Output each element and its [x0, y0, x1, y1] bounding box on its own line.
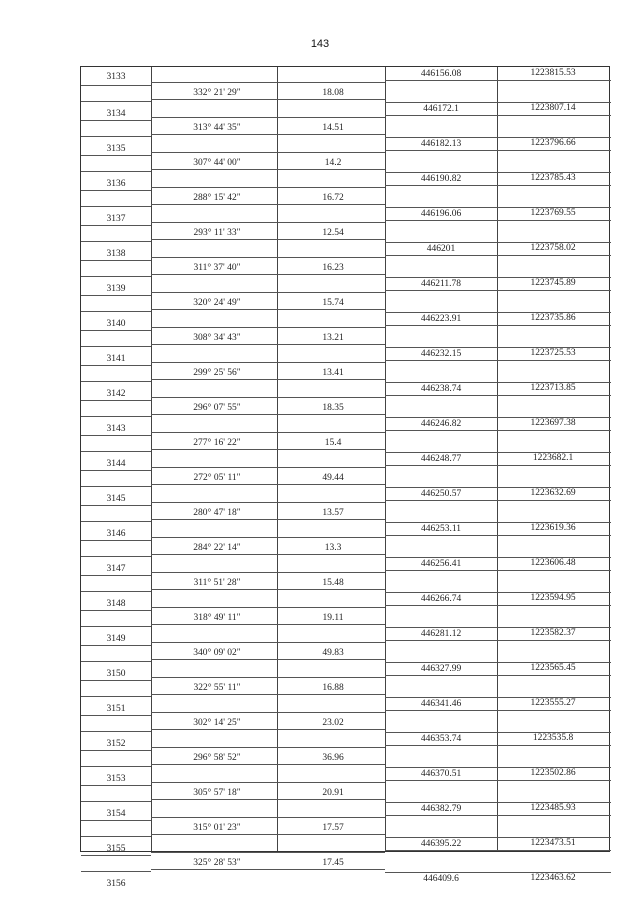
bearing-cell: 318° 49' 11": [193, 613, 241, 623]
distance-cell: 16.23: [322, 263, 344, 273]
coordinate-y-cell: 1223735.86: [530, 313, 576, 323]
row-divider: [385, 662, 611, 663]
row-divider: [385, 535, 611, 536]
row-divider: [151, 187, 385, 188]
bearing-cell: 296° 07' 55": [193, 403, 241, 413]
row-divider: [81, 626, 151, 627]
coordinate-y-cell: 1223485.93: [530, 803, 576, 813]
row-divider: [81, 365, 151, 366]
row-divider: [81, 540, 151, 541]
bearing-cell: 272° 05' 11": [193, 473, 241, 483]
row-divider: [81, 171, 151, 172]
row-divider: [151, 134, 385, 135]
coordinate-x-cell: 446382.79: [420, 804, 462, 814]
row-divider: [385, 675, 611, 676]
row-divider: [151, 467, 385, 468]
distance-cell: 23.02: [322, 718, 344, 728]
row-divider: [385, 697, 611, 698]
row-divider: [81, 610, 151, 611]
row-divider: [385, 780, 611, 781]
row-divider: [151, 222, 385, 223]
distance-cell: 16.88: [322, 683, 344, 693]
row-divider: [385, 277, 611, 278]
row-divider: [81, 715, 151, 716]
point-id-cell: 3143: [106, 424, 126, 434]
distance-cell: 17.45: [322, 858, 344, 868]
distance-cell: 15.74: [322, 298, 344, 308]
row-divider: [81, 276, 151, 277]
point-id-cell: 3149: [106, 634, 126, 644]
coordinate-x-cell: 446223.91: [420, 314, 462, 324]
distance-cell: 13.3: [324, 543, 342, 553]
row-divider: [385, 452, 611, 453]
coordinate-x-cell: 446172.1: [423, 104, 459, 114]
row-divider: [385, 137, 611, 138]
coordinate-x-cell: 446211.78: [420, 279, 462, 289]
column-divider: [277, 67, 278, 851]
row-divider: [385, 417, 611, 418]
row-divider: [81, 85, 151, 86]
coordinate-y-cell: 1223555.27: [530, 698, 576, 708]
row-divider: [81, 435, 151, 436]
point-id-cell: 3148: [106, 599, 126, 609]
row-divider: [385, 115, 611, 116]
distance-cell: 15.48: [322, 578, 344, 588]
row-divider: [151, 554, 385, 555]
bearing-cell: 311° 37' 40": [193, 263, 241, 273]
row-divider: [385, 312, 611, 313]
distance-cell: 14.2: [324, 158, 342, 168]
row-divider: [151, 764, 385, 765]
row-divider: [151, 677, 385, 678]
bearing-cell: 293° 11' 33": [193, 228, 241, 238]
row-divider: [151, 782, 385, 783]
row-divider: [385, 102, 611, 103]
row-divider: [81, 451, 151, 452]
bearing-cell: 308° 34' 43": [193, 333, 241, 343]
distance-cell: 14.51: [322, 123, 344, 133]
row-divider: [81, 855, 151, 856]
distance-cell: 36.96: [322, 753, 344, 763]
point-id-cell: 3154: [106, 809, 126, 819]
row-divider: [151, 397, 385, 398]
bearing-cell: 325° 28' 53": [193, 858, 241, 868]
row-divider: [385, 325, 611, 326]
row-divider: [385, 627, 611, 628]
row-divider: [151, 274, 385, 275]
row-divider: [151, 712, 385, 713]
coordinate-y-cell: 1223682.1: [532, 453, 574, 463]
coordinate-x-cell: 446232.15: [420, 349, 462, 359]
distance-cell: 16.72: [322, 193, 344, 203]
row-divider: [151, 659, 385, 660]
bearing-cell: 322° 55' 11": [193, 683, 241, 693]
coordinate-x-cell: 446156.08: [420, 69, 462, 79]
bearing-cell: 284° 22' 14": [193, 543, 241, 553]
row-divider: [385, 872, 611, 873]
row-divider: [385, 522, 611, 523]
coordinate-y-cell: 1223758.02: [530, 243, 576, 253]
row-divider: [151, 589, 385, 590]
row-divider: [81, 225, 151, 226]
coordinate-y-cell: 1223502.86: [530, 768, 576, 778]
row-divider: [151, 624, 385, 625]
row-divider: [151, 362, 385, 363]
coordinate-x-cell: 446248.77: [420, 454, 462, 464]
point-id-cell: 3156: [106, 879, 126, 889]
row-divider: [81, 731, 151, 732]
row-divider: [385, 347, 611, 348]
bearing-cell: 299° 25' 56": [193, 368, 241, 378]
row-divider: [81, 591, 151, 592]
row-divider: [385, 767, 611, 768]
row-divider: [81, 190, 151, 191]
row-divider: [385, 487, 611, 488]
coordinate-y-cell: 1223606.48: [530, 558, 576, 568]
row-divider: [151, 169, 385, 170]
bearing-cell: 280° 47' 18": [193, 508, 241, 518]
point-id-cell: 3137: [106, 214, 126, 224]
coordinate-x-cell: 446266.74: [420, 594, 462, 604]
row-divider: [81, 381, 151, 382]
row-divider: [151, 484, 385, 485]
bearing-cell: 277° 16' 22": [193, 438, 241, 448]
row-divider: [81, 155, 151, 156]
row-divider: [81, 120, 151, 121]
row-divider: [151, 729, 385, 730]
point-id-cell: 3141: [106, 354, 126, 364]
row-divider: [151, 607, 385, 608]
row-divider: [385, 185, 611, 186]
row-divider: [151, 537, 385, 538]
coordinate-x-cell: 446281.12: [420, 629, 462, 639]
point-id-cell: 3155: [106, 844, 126, 854]
row-divider: [151, 292, 385, 293]
row-divider: [81, 400, 151, 401]
row-divider: [385, 815, 611, 816]
row-divider: [385, 710, 611, 711]
row-divider: [151, 99, 385, 100]
row-divider: [151, 694, 385, 695]
point-id-cell: 3139: [106, 284, 126, 294]
bearing-cell: 296° 58' 52": [193, 753, 241, 763]
row-divider: [151, 817, 385, 818]
page-number: 143: [310, 38, 330, 50]
row-divider: [81, 206, 151, 207]
distance-cell: 18.35: [322, 403, 344, 413]
row-divider: [385, 592, 611, 593]
row-divider: [81, 871, 151, 872]
row-divider: [385, 80, 611, 81]
distance-cell: 20.91: [322, 788, 344, 798]
row-divider: [385, 255, 611, 256]
coordinate-x-cell: 446190.82: [420, 174, 462, 184]
point-id-cell: 3138: [106, 249, 126, 259]
row-divider: [151, 239, 385, 240]
coordinate-y-cell: 1223594.95: [530, 593, 576, 603]
row-divider: [151, 502, 385, 503]
column-divider: [151, 67, 152, 851]
coordinate-y-cell: 1223725.53: [530, 348, 576, 358]
coordinate-x-cell: 446341.46: [420, 699, 462, 709]
coordinate-y-cell: 1223619.36: [530, 523, 576, 533]
row-divider: [151, 799, 385, 800]
row-divider: [151, 869, 385, 870]
row-divider: [385, 570, 611, 571]
row-divider: [151, 747, 385, 748]
row-divider: [385, 150, 611, 151]
row-divider: [151, 257, 385, 258]
distance-cell: 15.4: [324, 438, 342, 448]
distance-cell: 49.83: [322, 648, 344, 658]
point-id-cell: 3153: [106, 774, 126, 784]
point-id-cell: 3136: [106, 179, 126, 189]
distance-cell: 17.57: [322, 823, 344, 833]
row-divider: [81, 766, 151, 767]
bearing-cell: 332° 21' 29": [193, 88, 241, 98]
row-divider: [81, 575, 151, 576]
row-divider: [81, 820, 151, 821]
row-divider: [151, 379, 385, 380]
bearing-cell: 340° 09' 02": [193, 648, 241, 658]
row-divider: [151, 572, 385, 573]
point-id-cell: 3151: [106, 704, 126, 714]
distance-cell: 13.21: [322, 333, 344, 343]
point-id-cell: 3145: [106, 494, 126, 504]
row-divider: [81, 505, 151, 506]
bearing-cell: 305° 57' 18": [193, 788, 241, 798]
row-divider: [385, 850, 611, 851]
row-divider: [81, 295, 151, 296]
bearing-cell: 313° 44' 35": [193, 123, 241, 133]
bearing-cell: 302° 14' 25": [193, 718, 241, 728]
point-id-cell: 3140: [106, 319, 126, 329]
point-id-cell: 3133: [106, 72, 126, 82]
row-divider: [81, 645, 151, 646]
coordinate-y-cell: 1223769.55: [530, 208, 576, 218]
distance-cell: 12.54: [322, 228, 344, 238]
point-id-cell: 3147: [106, 564, 126, 574]
coordinate-x-cell: 446196.06: [420, 209, 462, 219]
coordinate-x-cell: 446353.74: [420, 734, 462, 744]
point-id-cell: 3134: [106, 109, 126, 119]
coordinate-y-cell: 1223796.66: [530, 138, 576, 148]
row-divider: [81, 260, 151, 261]
point-id-cell: 3152: [106, 739, 126, 749]
row-divider: [151, 852, 385, 853]
row-divider: [385, 207, 611, 208]
coordinate-y-cell: 1223463.62: [530, 873, 576, 883]
row-divider: [151, 327, 385, 328]
coordinate-y-cell: 1223785.43: [530, 173, 576, 183]
row-divider: [385, 640, 611, 641]
row-divider: [81, 785, 151, 786]
row-divider: [385, 802, 611, 803]
row-divider: [151, 642, 385, 643]
coordinate-x-cell: 446253.11: [420, 524, 462, 534]
row-divider: [81, 101, 151, 102]
coordinate-y-cell: 1223697.38: [530, 418, 576, 428]
row-divider: [385, 465, 611, 466]
row-divider: [81, 241, 151, 242]
row-divider: [81, 470, 151, 471]
coordinate-y-cell: 1223565.45: [530, 663, 576, 673]
row-divider: [151, 204, 385, 205]
bearing-cell: 307° 44' 00": [193, 158, 241, 168]
row-divider: [81, 311, 151, 312]
coordinate-y-cell: 1223535.8: [532, 733, 574, 743]
coordinate-x-cell: 446182.13: [420, 139, 462, 149]
point-id-cell: 3146: [106, 529, 126, 539]
distance-cell: 19.11: [322, 613, 344, 623]
row-divider: [81, 836, 151, 837]
row-divider: [385, 382, 611, 383]
row-divider: [385, 745, 611, 746]
row-divider: [151, 82, 385, 83]
row-divider: [81, 330, 151, 331]
row-divider: [385, 395, 611, 396]
row-divider: [151, 449, 385, 450]
coordinate-x-cell: 446395.22: [420, 839, 462, 849]
row-divider: [151, 432, 385, 433]
row-divider: [385, 360, 611, 361]
row-divider: [151, 834, 385, 835]
row-divider: [385, 732, 611, 733]
coordinate-y-cell: 1223807.14: [530, 103, 576, 113]
bearing-cell: 311° 51' 28": [193, 578, 241, 588]
survey-coordinates-table: [80, 66, 610, 889]
distance-cell: 13.57: [322, 508, 344, 518]
point-id-cell: 3142: [106, 389, 126, 399]
row-divider: [81, 556, 151, 557]
bearing-cell: 315° 01' 23": [193, 823, 241, 833]
row-divider: [81, 750, 151, 751]
coordinate-y-cell: 1223713.85: [530, 383, 576, 393]
row-divider: [385, 837, 611, 838]
coordinate-y-cell: 1223473.51: [530, 838, 576, 848]
row-divider: [385, 242, 611, 243]
row-divider: [81, 696, 151, 697]
row-divider: [385, 605, 611, 606]
coordinate-x-cell: 446256.41: [420, 559, 462, 569]
row-divider: [151, 414, 385, 415]
row-divider: [81, 486, 151, 487]
row-divider: [385, 290, 611, 291]
row-divider: [81, 661, 151, 662]
point-id-cell: 3150: [106, 669, 126, 679]
row-divider: [81, 680, 151, 681]
row-divider: [151, 309, 385, 310]
coordinate-x-cell: 446246.82: [420, 419, 462, 429]
coordinate-x-cell: 446327.99: [420, 664, 462, 674]
bearing-cell: 288° 15' 42": [193, 193, 241, 203]
coordinate-x-cell: 446409.6: [423, 874, 459, 884]
point-id-cell: 3135: [106, 144, 126, 154]
coordinate-y-cell: 1223582.37: [530, 628, 576, 638]
coordinate-y-cell: 1223745.89: [530, 278, 576, 288]
bearing-cell: 320° 24' 49": [193, 298, 241, 308]
coordinate-x-cell: 446250.57: [420, 489, 462, 499]
row-divider: [81, 416, 151, 417]
row-divider: [151, 117, 385, 118]
row-divider: [151, 152, 385, 153]
distance-cell: 13.41: [322, 368, 344, 378]
row-divider: [385, 220, 611, 221]
coordinate-y-cell: 1223815.53: [530, 68, 576, 78]
row-divider: [81, 346, 151, 347]
row-divider: [385, 172, 611, 173]
coordinate-x-cell: 446201: [426, 244, 456, 254]
row-divider: [151, 519, 385, 520]
distance-cell: 18.08: [322, 88, 344, 98]
point-id-cell: 3144: [106, 459, 126, 469]
row-divider: [385, 557, 611, 558]
coordinate-x-cell: 446370.51: [420, 769, 462, 779]
row-divider: [81, 521, 151, 522]
row-divider: [81, 801, 151, 802]
coordinate-x-cell: 446238.74: [420, 384, 462, 394]
coordinate-y-cell: 1223632.69: [530, 488, 576, 498]
row-divider: [385, 430, 611, 431]
row-divider: [385, 500, 611, 501]
distance-cell: 49.44: [322, 473, 344, 483]
row-divider: [81, 136, 151, 137]
row-divider: [151, 344, 385, 345]
